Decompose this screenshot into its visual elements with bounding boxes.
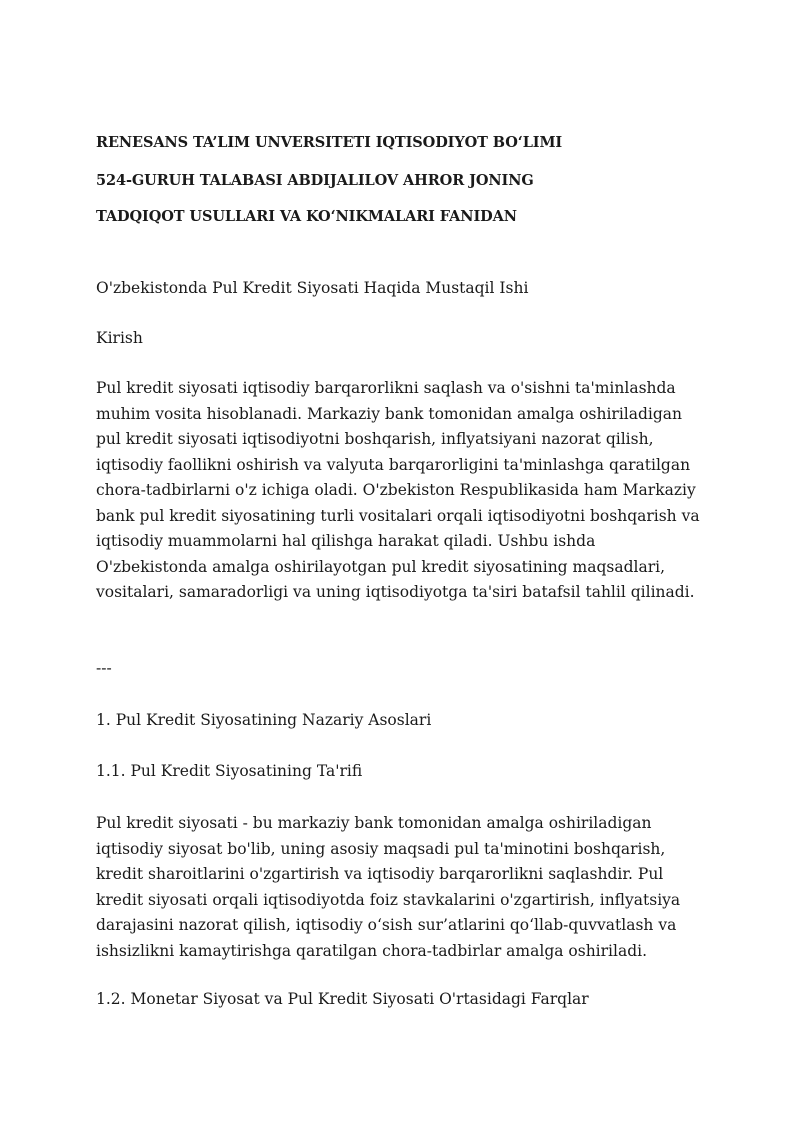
subsection-1-1-paragraph: Pul kredit siyosati - bu markaziy bank tomonidan amalga oshiriladigan iqtisodiy siyosat bo'lib, uning asosiy maqsadi pul ta'minotini boshqarish, kredit sharoitlarini o'zgartirish va iqtisodiy barqarorlikni saqlashdir. Pul kredit siyosati orqali iqtisodiyotda foiz stavkalarini o'zgartirish, inflyatsiya darajasini nazorat qilish, iqtisodiy oʻsish sur’atlarini qoʻllab-quvvatlash va ishsizlikni kamaytirishga qaratilgan chora-tadbirlar amalga oshiriladi.	[96, 814, 681, 960]
intro-paragraph: Pul kredit siyosati iqtisodiy barqarorlikni saqlash va o'sishni ta'minlashda muhim vosita hisoblanadi. Markaziy bank tomonidan amalga oshiriladigan pul kredit siyosati iqtisodiyotni boshqarish, inflyatsiyani nazorat qilish, iqtisodiy faollikni oshirish va valyuta barqarorligini ta'minlashga qaratilgan chora-tadbirlarni o'z ichiga oladi. O'zbekiston Respublikasida ham Markaziy bank pul kredit siyosatining turli vositalari orqali iqtisodiyotni boshqarish va iqtisodiy muammolarni hal qilishga harakat qiladi. Ushbu ishda O'zbekistonda amalga oshirilayotgan pul kredit siyosatining maqsadlari, vositalari, samaradorligi va uning iqtisodiyotga ta'siri batafsil tahlil qilinadi.	[96, 379, 700, 601]
intro-heading: Kirish	[96, 329, 143, 347]
header-line-2: 524-GURUH TALABASI ABDIJALILOV AHROR JONING	[96, 172, 534, 189]
header-line-1: RENESANS TA’LIM UNVERSITETI IQTISODIYOT BOʻLIMI	[96, 134, 563, 151]
document-title: O'zbekistonda Pul Kredit Siyosati Haqida Mustaqil Ishi	[96, 279, 529, 297]
section-1-heading: 1. Pul Kredit Siyosatining Nazariy Asoslari	[96, 711, 432, 729]
subsection-1-2-heading: 1.2. Monetar Siyosat va Pul Kredit Siyosati O'rtasidagi Farqlar	[96, 990, 589, 1008]
header-line-3: TADQIQOT USULLARI VA KOʻNIKMALARI FANIDAN	[96, 208, 517, 225]
section-separator: ---	[96, 659, 112, 677]
subsection-1-1-heading: 1.1. Pul Kredit Siyosatining Ta'rifi	[96, 762, 363, 780]
